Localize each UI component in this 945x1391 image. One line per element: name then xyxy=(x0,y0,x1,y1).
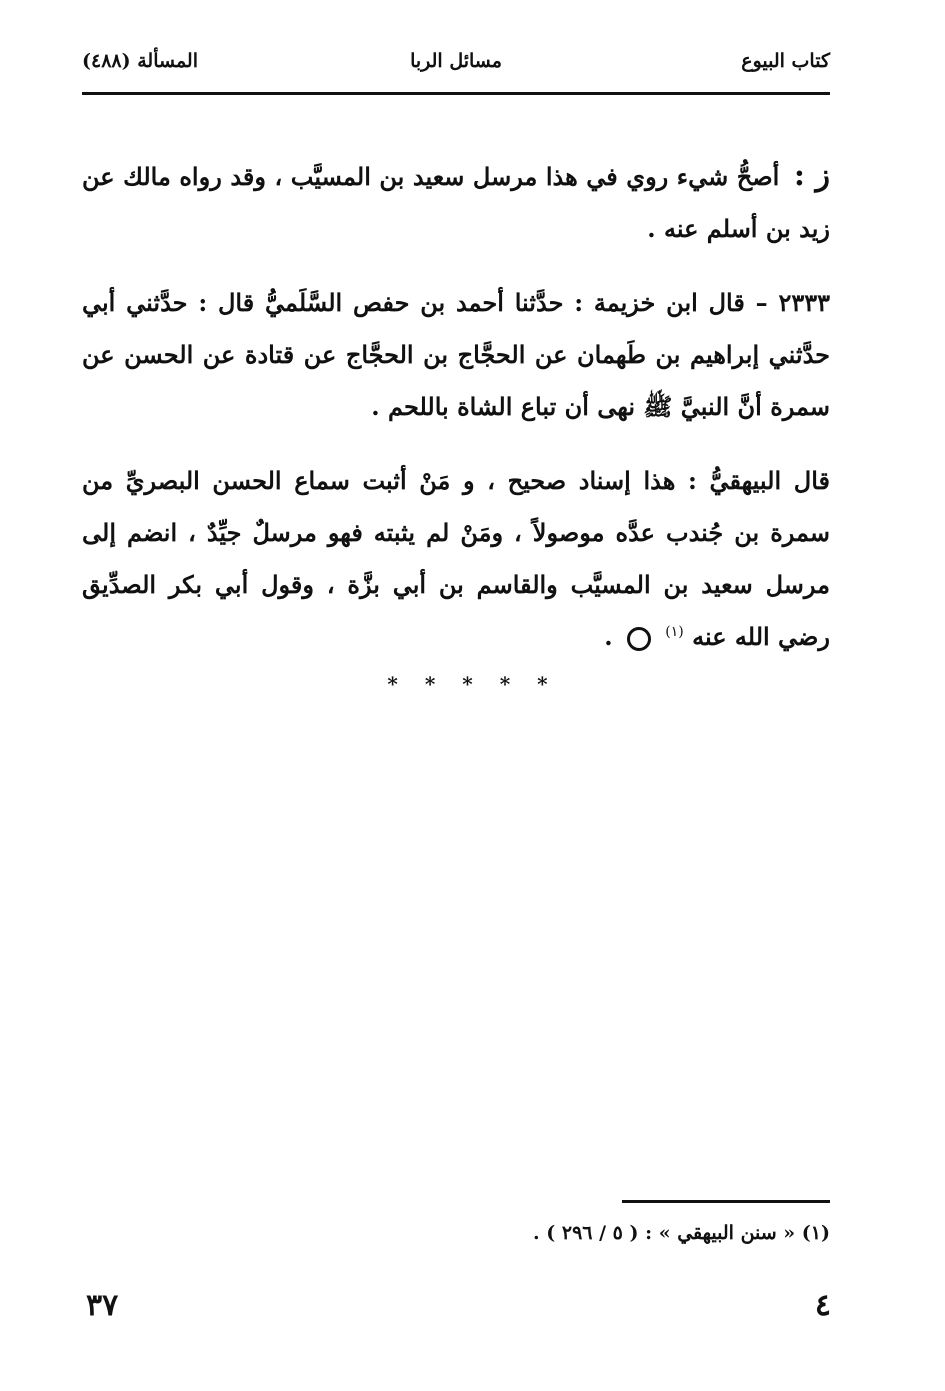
footnote-reference: (١) xyxy=(665,624,684,640)
header-divider xyxy=(82,92,830,95)
running-header xyxy=(82,46,830,86)
volume-number: ٤ xyxy=(814,1288,831,1323)
main-text xyxy=(82,150,830,685)
commentary-text: أصحُّ شيء روي في هذا مرسل سعيد بن المسيَّب ، وقد رواه مالك عن زيد بن أسلم عنه . xyxy=(82,162,830,243)
section-separator: * * * * * xyxy=(387,672,558,696)
paragraph-commentary xyxy=(82,150,830,255)
paragraph-end-period: . xyxy=(604,622,613,651)
page-number: ٣٧ xyxy=(86,1288,119,1323)
hadith-number: ٢٣٣٣ xyxy=(778,288,830,317)
bayhaqi-text: قال البيهقيُّ : هذا إسناد صحيح ، و مَنْ أثبت سماع الحسن البصريِّ من سمرة بن جُندب عدَّه موصولاً ، ومَنْ لم يثبته فهو مرسلٌ جيِّدٌ ، انضم إلى مرسل سعيد بن المسيَّب والقاسم بن أبي بزَّة ، وقول أبي بكر الصدِّيق رضي الله عنه xyxy=(82,466,830,651)
paragraph-bayhaqi xyxy=(82,455,830,663)
paragraph-hadith xyxy=(82,277,830,433)
hadith-text: – قال ابن خزيمة : حدَّثنا أحمد بن حفص السَّلَميُّ قال : حدَّثني أبي حدَّثني إبراهيم بن طَهمان عن الحجَّاج بن الحجَّاج عن قتادة عن الحسن عن سمرة أنَّ النبيَّ ﷺ نهى أن تباع الشاة باللحم . xyxy=(82,288,830,421)
section-end-circle-icon xyxy=(627,627,651,651)
commentary-marker: ز : xyxy=(793,158,831,193)
header-issue-number: المسألة (٤٨٨) xyxy=(82,50,198,72)
header-chapter-title: مسائل الربا xyxy=(410,50,502,72)
footnote: (١) « سنن البيهقي » : ( ٥ / ٢٩٦ ) . xyxy=(533,1222,830,1244)
footnote-divider xyxy=(622,1200,830,1203)
header-book-title: كتاب البيوع xyxy=(741,50,830,72)
